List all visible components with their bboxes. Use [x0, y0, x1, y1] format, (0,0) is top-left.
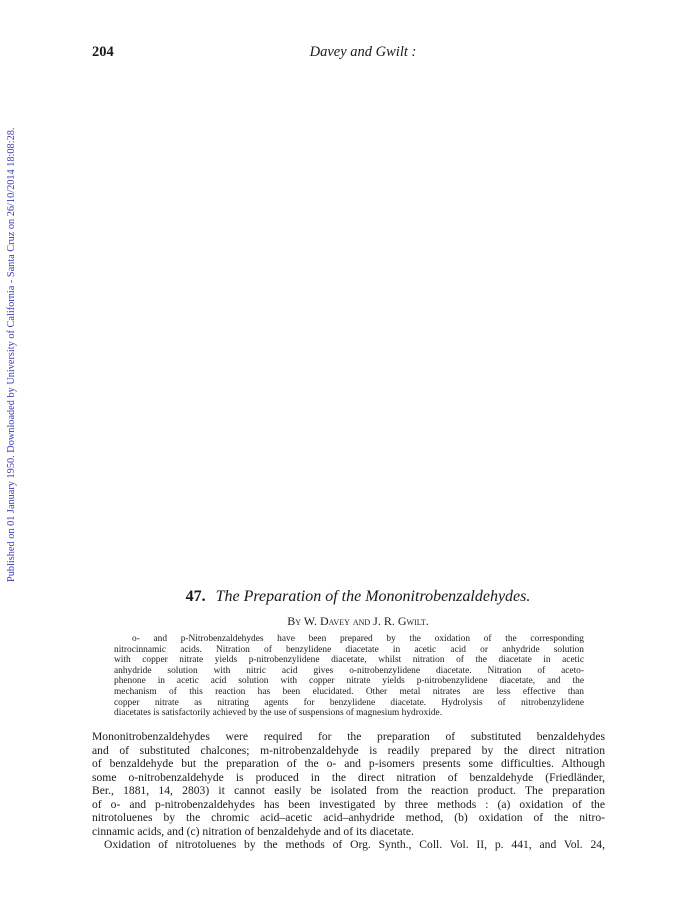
abstract-line: with copper nitrate yields p-nitrobenzylidene diacetate, whilst nitration of the diacetate in acetic [114, 655, 584, 666]
body-line: Ber., 1881, 14, 2803) it cannot easily be isolated from the reaction product. The preparation [92, 784, 605, 797]
body-line: some o-nitrobenzaldehyde is produced in the direct nitration of benzaldehyde (Friedländer, [92, 770, 605, 784]
running-head: Davey and Gwilt : [309, 44, 417, 60]
abstract [114, 634, 584, 719]
body-line: Oxidation of nitrotoluenes by the methods of Org. Synth., Coll. Vol. II, p. 441, and Vol. 24, [104, 838, 605, 851]
page-number: 204 [92, 44, 114, 60]
abstract-line: o- and p-Nitrobenzaldehydes have been prepared by the oxidation of the corresponding [132, 634, 584, 644]
article-title-block [0, 588, 696, 606]
abstract-line: anhydride solution with nitric acid gives o-nitrobenzylidene diacetate. Nitration of aceto- [114, 665, 584, 676]
article-title: The Preparation of the Mononitrobenzaldehydes. [215, 588, 531, 605]
body-line: of benzaldehyde but the preparation of the o- and p-isomers presents some difficulties. Although [92, 757, 605, 770]
body-line: and of substituted chalcones; m-nitrobenzaldehyde is readily prepared by the direct nitration [92, 743, 605, 757]
abstract-line: nitrocinnamic acids. Nitration of benzylidene diacetate in acetic acid or anhydride solution [114, 644, 584, 655]
download-notice: Published on 01 January 1950. Downloaded by University of California - Santa Cruz on 26/10/2014 18:08:28. [6, 127, 17, 582]
abstract-line: mechanism of this reaction has been elucidated. Other metal nitrates are less effective than [114, 686, 584, 697]
body-line: nitrotoluenes by the chromic acid–acetic acid–anhydride method, (b) oxidation of the nitro- [92, 811, 605, 824]
article-number: 47. [185, 588, 206, 605]
byline: By W. Davey and J. R. Gwilt. [287, 614, 429, 628]
body-line: Mononitrobenzaldehydes were required for the preparation of substituted benzaldehydes [92, 730, 605, 743]
abstract-line: phenone in acetic acid solution with copper nitrate yields p-nitrobenzylidene diacetate, and the [114, 676, 584, 687]
body-line: of o- and p-nitrobenzaldehydes has been investigated by three methods : (a) oxidation of the [92, 797, 605, 811]
abstract-line: copper nitrate as nitrating agents for benzylidene diacetate. Hydrolysis of nitrobenzylidene [114, 697, 584, 708]
body-text [92, 730, 605, 852]
body-line: cinnamic acids, and (c) nitration of benzaldehyde and of its diacetate. [92, 824, 414, 838]
abstract-line: diacetates is satisfactorily achieved by the use of suspensions of magnesium hydroxide. [114, 708, 443, 719]
